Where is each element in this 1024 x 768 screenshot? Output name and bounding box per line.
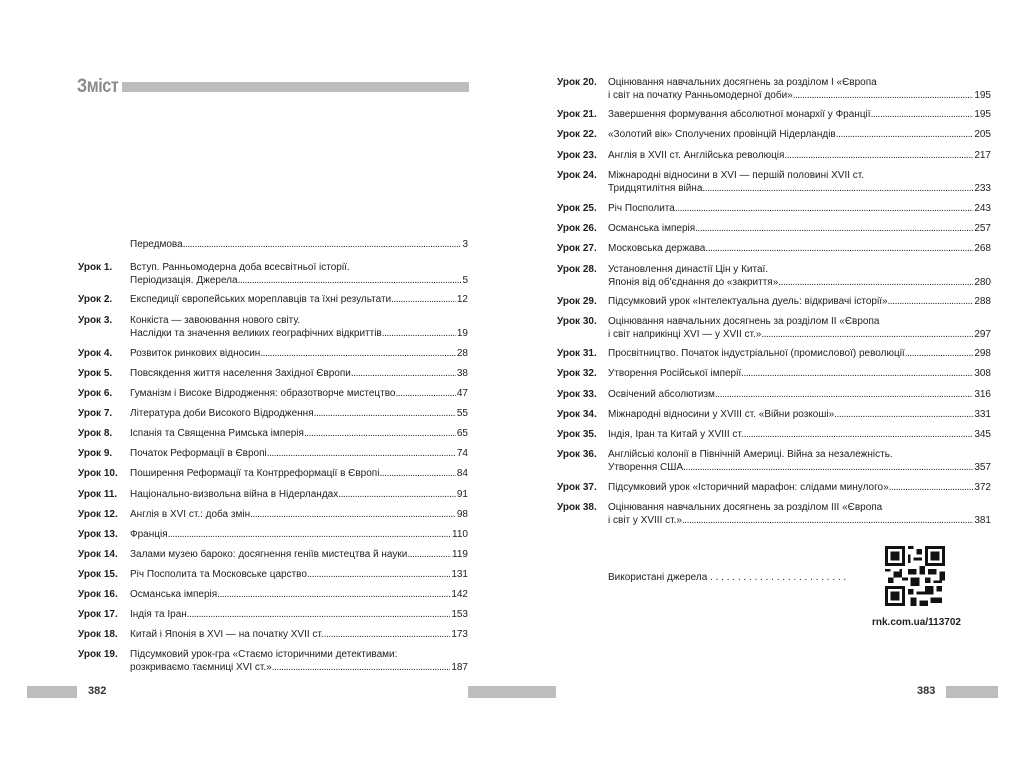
lesson-title-text: Підсумковий урок «Інтелектуальна дуель: відкривачі історії» (608, 296, 888, 307)
lesson-title (130, 629, 468, 642)
page-ref: 217 (974, 150, 991, 161)
lesson-title-text: Японія від об'єднання до «закриття» (608, 276, 779, 288)
lesson-title-last-line (608, 203, 991, 216)
lesson-title (130, 649, 468, 674)
lesson-title (608, 482, 991, 495)
lesson-number: Урок 3. (78, 315, 113, 326)
contents-heading (77, 76, 469, 96)
lesson-number: Урок 20. (557, 77, 597, 88)
lesson-title-text: і світ наприкінці XVI — у XVII ст.» (608, 328, 762, 340)
page-ref: 308 (974, 368, 991, 379)
page-ref: 298 (974, 348, 991, 359)
lesson-title (608, 203, 991, 216)
lesson-title-text: Тридцятилітня війна (608, 182, 703, 194)
lesson-number: Урок 33. (557, 389, 597, 400)
leader-dots (905, 348, 974, 361)
lesson-title-text: Початок Реформації в Європі (130, 448, 267, 459)
lesson-title-text: Османська імперія (608, 223, 696, 234)
lesson-title-last-line (130, 549, 468, 562)
lesson-title (608, 389, 991, 402)
lesson-title-last-line (608, 429, 991, 442)
lesson-title-last-line (130, 328, 468, 341)
lesson-title-text: Просвітництво. Початок індустріальної (промислової) революції (608, 348, 905, 359)
leader-dots (744, 429, 974, 442)
page-ref: 316 (974, 389, 991, 400)
page-ref: 19 (456, 327, 468, 339)
lesson-title-text: Література доби Високого Відродження (130, 408, 314, 419)
page-ref: 345 (974, 429, 991, 440)
lesson-number: Урок 6. (78, 388, 113, 399)
lesson-title-text: Освічений абсолютизм (608, 389, 715, 400)
lesson-title (608, 150, 991, 163)
lesson-number: Урок 1. (78, 262, 113, 273)
lesson-title-last-line (608, 277, 991, 290)
page-ref: 173 (451, 629, 468, 640)
lesson-number: Урок 37. (557, 482, 597, 493)
leader-dots (761, 329, 973, 342)
page-ref: 28 (456, 348, 468, 359)
lesson-title-last-line (608, 243, 991, 256)
lesson-number: Урок 5. (78, 368, 113, 379)
leader-dots (715, 389, 973, 402)
lesson-number: Урок 36. (557, 449, 597, 460)
lesson-title (130, 609, 468, 622)
lesson-title-text: «Золотий вік» Сполучених провінцій Нідерландів (608, 129, 836, 140)
footer-decor-right (946, 686, 998, 698)
leader-dots (379, 468, 455, 481)
lesson-title-text: Індія, Іран та Китай у XVIII ст. (608, 429, 744, 440)
page-ref: 288 (974, 296, 991, 307)
page-title: Зміст (77, 76, 119, 97)
lesson-title-last-line (608, 462, 991, 475)
lesson-title (130, 549, 468, 562)
lesson-title (130, 428, 468, 441)
qr-url-link[interactable]: rnk.com.ua/113702 (872, 617, 961, 628)
lesson-title-text: Індія та Іран (130, 609, 187, 620)
leader-dots (889, 482, 974, 495)
page-ref: 84 (456, 468, 468, 479)
lesson-title-last-line (608, 389, 991, 402)
lesson-title-last-line (130, 294, 468, 307)
page-ref: 3 (462, 239, 468, 250)
lesson-title-text: Османська імперія (130, 589, 218, 600)
page-ref: 74 (456, 448, 468, 459)
lesson-title-last-line (130, 589, 468, 602)
leader-dots (836, 129, 974, 142)
footer-decor-center-left (468, 686, 512, 698)
lesson-number: Урок 23. (557, 150, 597, 161)
lesson-title-text: Залами музею бароко: досягнення геніїв мистецтва й науки (130, 549, 408, 560)
lesson-title-last-line (608, 183, 991, 196)
lesson-title-line: Вступ. Ранньомодерна доба всесвітньої історії. (130, 262, 350, 273)
lesson-number: Урок 12. (78, 509, 118, 520)
lesson-title (608, 264, 991, 289)
lesson-number: Урок 7. (78, 408, 113, 419)
leader-dots (395, 388, 455, 401)
lesson-title-last-line (608, 368, 991, 381)
leader-dots (741, 368, 973, 381)
page-ref: 243 (974, 203, 991, 214)
lesson-title (608, 223, 991, 236)
lesson-title-last-line (608, 482, 991, 495)
lesson-title-last-line (130, 388, 468, 401)
leader-dots (168, 529, 451, 542)
lesson-number: Урок 30. (557, 316, 597, 327)
lesson-number: Урок 15. (78, 569, 118, 580)
lesson-title-text: Наслідки та значення великих географічних відкриттів (130, 327, 382, 339)
lesson-number: Урок 14. (78, 549, 118, 560)
lesson-title-text: Гуманізм і Високе Відродження: образотворче мистецтво (130, 388, 396, 399)
lesson-title-text: Передмова (130, 239, 183, 250)
lesson-title-line: Англійські колонії в Північній Америці. Війна за незалежність. (608, 449, 893, 460)
lesson-title (608, 449, 991, 474)
page-ref: 119 (452, 549, 468, 560)
lesson-title-text: Іспанія та Священна Римська імперія (130, 428, 304, 439)
lesson-title-line: Оцінювання навчальних досягнень за розділом І «Європа (608, 77, 877, 88)
page-ref: 268 (974, 243, 991, 254)
page-ref: 153 (451, 609, 468, 620)
lesson-number: Урок 38. (557, 502, 597, 513)
lesson-title (130, 529, 468, 542)
lesson-title-last-line (130, 239, 468, 252)
lesson-title (608, 77, 991, 102)
lesson-title-last-line (608, 90, 991, 103)
page-ref: 357 (974, 461, 991, 473)
lesson-title-text: і світ на початку Ранньомодерної доби» (608, 89, 793, 101)
leader-dots (683, 462, 973, 475)
page-ref: 257 (974, 223, 991, 234)
lesson-title-text: Національно-визвольна війна в Нідерландах (130, 489, 339, 500)
lesson-number: Урок 34. (557, 409, 597, 420)
page-ref: 65 (456, 428, 468, 439)
lesson-title-last-line (608, 223, 991, 236)
lesson-title-line: Установлення династії Цін у Китаї. (608, 264, 769, 275)
page-ref: 205 (974, 129, 991, 140)
page-ref: 131 (451, 569, 468, 580)
lesson-title-last-line (130, 368, 468, 381)
right-page (512, 0, 1024, 768)
leader-dots (695, 223, 973, 236)
lesson-number: Урок 22. (557, 129, 597, 140)
lesson-number: Урок 18. (78, 629, 118, 640)
lesson-title-text: Періодизація. Джерела (130, 274, 238, 286)
page-ref: 110 (452, 529, 468, 540)
lesson-title-last-line (130, 662, 468, 675)
footer-decor-center-right (512, 686, 556, 698)
leader-dots (888, 296, 974, 309)
lesson-title-last-line (130, 569, 468, 582)
title-rule (122, 82, 469, 92)
lesson-number: Урок 2. (78, 294, 113, 305)
lesson-title-last-line (130, 529, 468, 542)
page-ref: 142 (451, 589, 468, 600)
leader-dots (238, 275, 462, 288)
lesson-title-text: Англія в XVII ст. Англійська революція (608, 150, 785, 161)
lesson-title (608, 348, 991, 361)
leader-dots (793, 90, 974, 103)
lesson-number: Урок 16. (78, 589, 118, 600)
page-ref: 38 (456, 368, 468, 379)
lesson-title-text: Утворення Російської імперії (608, 368, 742, 379)
lesson-title (130, 589, 468, 602)
page-ref: 187 (451, 661, 468, 673)
lesson-title (608, 409, 991, 422)
page-ref: 55 (456, 408, 468, 419)
lesson-title (130, 348, 468, 361)
lesson-title (130, 388, 468, 401)
lesson-number: Урок 13. (78, 529, 118, 540)
lesson-title (130, 468, 468, 481)
leader-dots (871, 109, 974, 122)
page-ref: 233 (974, 182, 991, 194)
lesson-title (130, 239, 468, 252)
lesson-title-text: Річ Посполита та Московське царство (130, 569, 307, 580)
lesson-title-text: Китай і Японія в XVI — на початку XVII ст. (130, 629, 324, 640)
lesson-title (130, 262, 468, 287)
lesson-number: Урок 11. (78, 489, 118, 500)
page-ref: 195 (974, 109, 991, 120)
lesson-number: Урок 32. (557, 368, 597, 379)
lesson-title-last-line (608, 515, 991, 528)
lesson-title-text: Річ Посполита (608, 203, 675, 214)
lesson-title (130, 294, 468, 307)
lesson-title-last-line (130, 489, 468, 502)
leader-dots (682, 515, 973, 528)
lesson-title-text: Поширення Реформації та Контрреформації в Європі (130, 468, 380, 479)
qr-code-icon[interactable] (885, 546, 945, 606)
leader-dots (304, 428, 456, 441)
lesson-title-last-line (130, 348, 468, 361)
page-ref: 12 (456, 294, 468, 305)
page-ref: 280 (974, 276, 991, 288)
lesson-title (130, 489, 468, 502)
lesson-number: Урок 27. (557, 243, 597, 254)
sources-entry[interactable]: Використані джерела . . . . . . . . . . . . . . . . . . . . . . . . . (608, 572, 847, 583)
lesson-title-last-line (130, 428, 468, 441)
leader-dots (338, 489, 456, 502)
leader-dots (272, 662, 451, 675)
lesson-title-text: Експедиції європейських мореплавців та їхні результати (130, 294, 392, 305)
lesson-title-text: Міжнародні відносини у XVIII ст. «Війни розкоші» (608, 409, 835, 420)
lesson-number: Урок 21. (557, 109, 597, 120)
leader-dots (675, 203, 973, 216)
lesson-title (608, 316, 991, 341)
leader-dots (307, 569, 450, 582)
leader-dots (391, 294, 456, 307)
lesson-title-line: Конкіста — завоювання нового світу. (130, 315, 301, 326)
lesson-title-last-line (130, 408, 468, 421)
lesson-number: Урок 31. (557, 348, 597, 359)
page-number-left: 382 (88, 685, 107, 697)
lesson-title-last-line (608, 329, 991, 342)
lesson-title (608, 429, 991, 442)
page-ref: 195 (974, 89, 991, 101)
lesson-title-last-line (608, 348, 991, 361)
leader-dots (834, 409, 973, 422)
lesson-title-last-line (608, 109, 991, 122)
page-ref: 331 (974, 409, 991, 420)
lesson-title (608, 243, 991, 256)
lesson-title (130, 448, 468, 461)
lesson-title-text: Розвиток ринкових відносин (130, 348, 261, 359)
lesson-title-text: і світ у XVIII ст.» (608, 514, 682, 526)
lesson-title-last-line (130, 468, 468, 481)
lesson-title (130, 509, 468, 522)
lesson-title-last-line (130, 609, 468, 622)
leader-dots (183, 239, 462, 252)
lesson-title-text: розкриваємо таємниці XVI ст.» (130, 661, 272, 673)
leader-dots (351, 368, 456, 381)
page-ref: 297 (974, 328, 991, 340)
lesson-title-line: Міжнародні відносини в XVI — першій половині XVII ст. (608, 170, 865, 181)
lesson-number: Урок 10. (78, 468, 118, 479)
lesson-title-text: Франція (130, 529, 168, 540)
lesson-number: Урок 4. (78, 348, 113, 359)
page-ref: 372 (974, 482, 991, 493)
lesson-title-text: Англія в XVI ст.: доба змін (130, 509, 251, 520)
page-number-right: 383 (917, 685, 936, 697)
leader-dots (260, 348, 456, 361)
lesson-title-text: Утворення США (608, 461, 684, 473)
lesson-title (608, 296, 991, 309)
leader-dots (702, 183, 973, 196)
page-ref: 381 (974, 514, 991, 526)
leader-dots (705, 243, 973, 256)
lesson-number: Урок 19. (78, 649, 118, 660)
lesson-number: Урок 35. (557, 429, 597, 440)
leader-dots (314, 408, 456, 421)
lesson-number: Урок 24. (557, 170, 597, 181)
lesson-title-text: Повсякдення життя населення Західної Європи (130, 368, 351, 379)
page-ref: 91 (456, 489, 468, 500)
lesson-title-last-line (608, 150, 991, 163)
lesson-title-text: Завершення формування абсолютної монархії у Франції (608, 109, 871, 120)
lesson-number: Урок 9. (78, 448, 113, 459)
lesson-title-text: Підсумковий урок «Історичний марафон: слідами минулого» (608, 482, 889, 493)
leader-dots (784, 150, 973, 163)
leader-dots (324, 629, 451, 642)
lesson-title (130, 569, 468, 582)
leader-dots (187, 609, 451, 622)
leader-dots (407, 549, 451, 562)
lesson-title (130, 408, 468, 421)
lesson-title-last-line (130, 509, 468, 522)
page-ref: 47 (456, 388, 468, 399)
lesson-title (608, 502, 991, 527)
lesson-number: Урок 25. (557, 203, 597, 214)
lesson-title-last-line (608, 296, 991, 309)
lesson-title-text: Московська держава (608, 243, 706, 254)
lesson-number: Урок 29. (557, 296, 597, 307)
leader-dots (217, 589, 450, 602)
lesson-title (608, 109, 991, 122)
lesson-title (130, 315, 468, 340)
leader-dots (250, 509, 456, 522)
lesson-title-last-line (130, 629, 468, 642)
leader-dots (267, 448, 456, 461)
lesson-number: Урок 26. (557, 223, 597, 234)
lesson-title-last-line (130, 275, 468, 288)
lesson-title (130, 368, 468, 381)
lesson-title (608, 170, 991, 195)
lesson-number: Урок 8. (78, 428, 113, 439)
leader-dots (778, 277, 973, 290)
lesson-number: Урок 17. (78, 609, 118, 620)
lesson-title-line: Оцінювання навчальних досягнень за розділом III «Європа (608, 502, 883, 513)
lesson-title-line: Підсумковий урок-гра «Стаємо історичними детективами: (130, 649, 398, 660)
page-ref: 98 (456, 509, 468, 520)
lesson-title-line: Оцінювання навчальних досягнень за розділом II «Європа (608, 316, 880, 327)
lesson-number: Урок 28. (557, 264, 597, 275)
page-ref: 5 (462, 274, 468, 286)
lesson-title (608, 368, 991, 381)
lesson-title (608, 129, 991, 142)
leader-dots (382, 328, 456, 341)
footer-decor-left (27, 686, 77, 698)
lesson-title-last-line (608, 409, 991, 422)
lesson-title-last-line (130, 448, 468, 461)
lesson-title-last-line (608, 129, 991, 142)
